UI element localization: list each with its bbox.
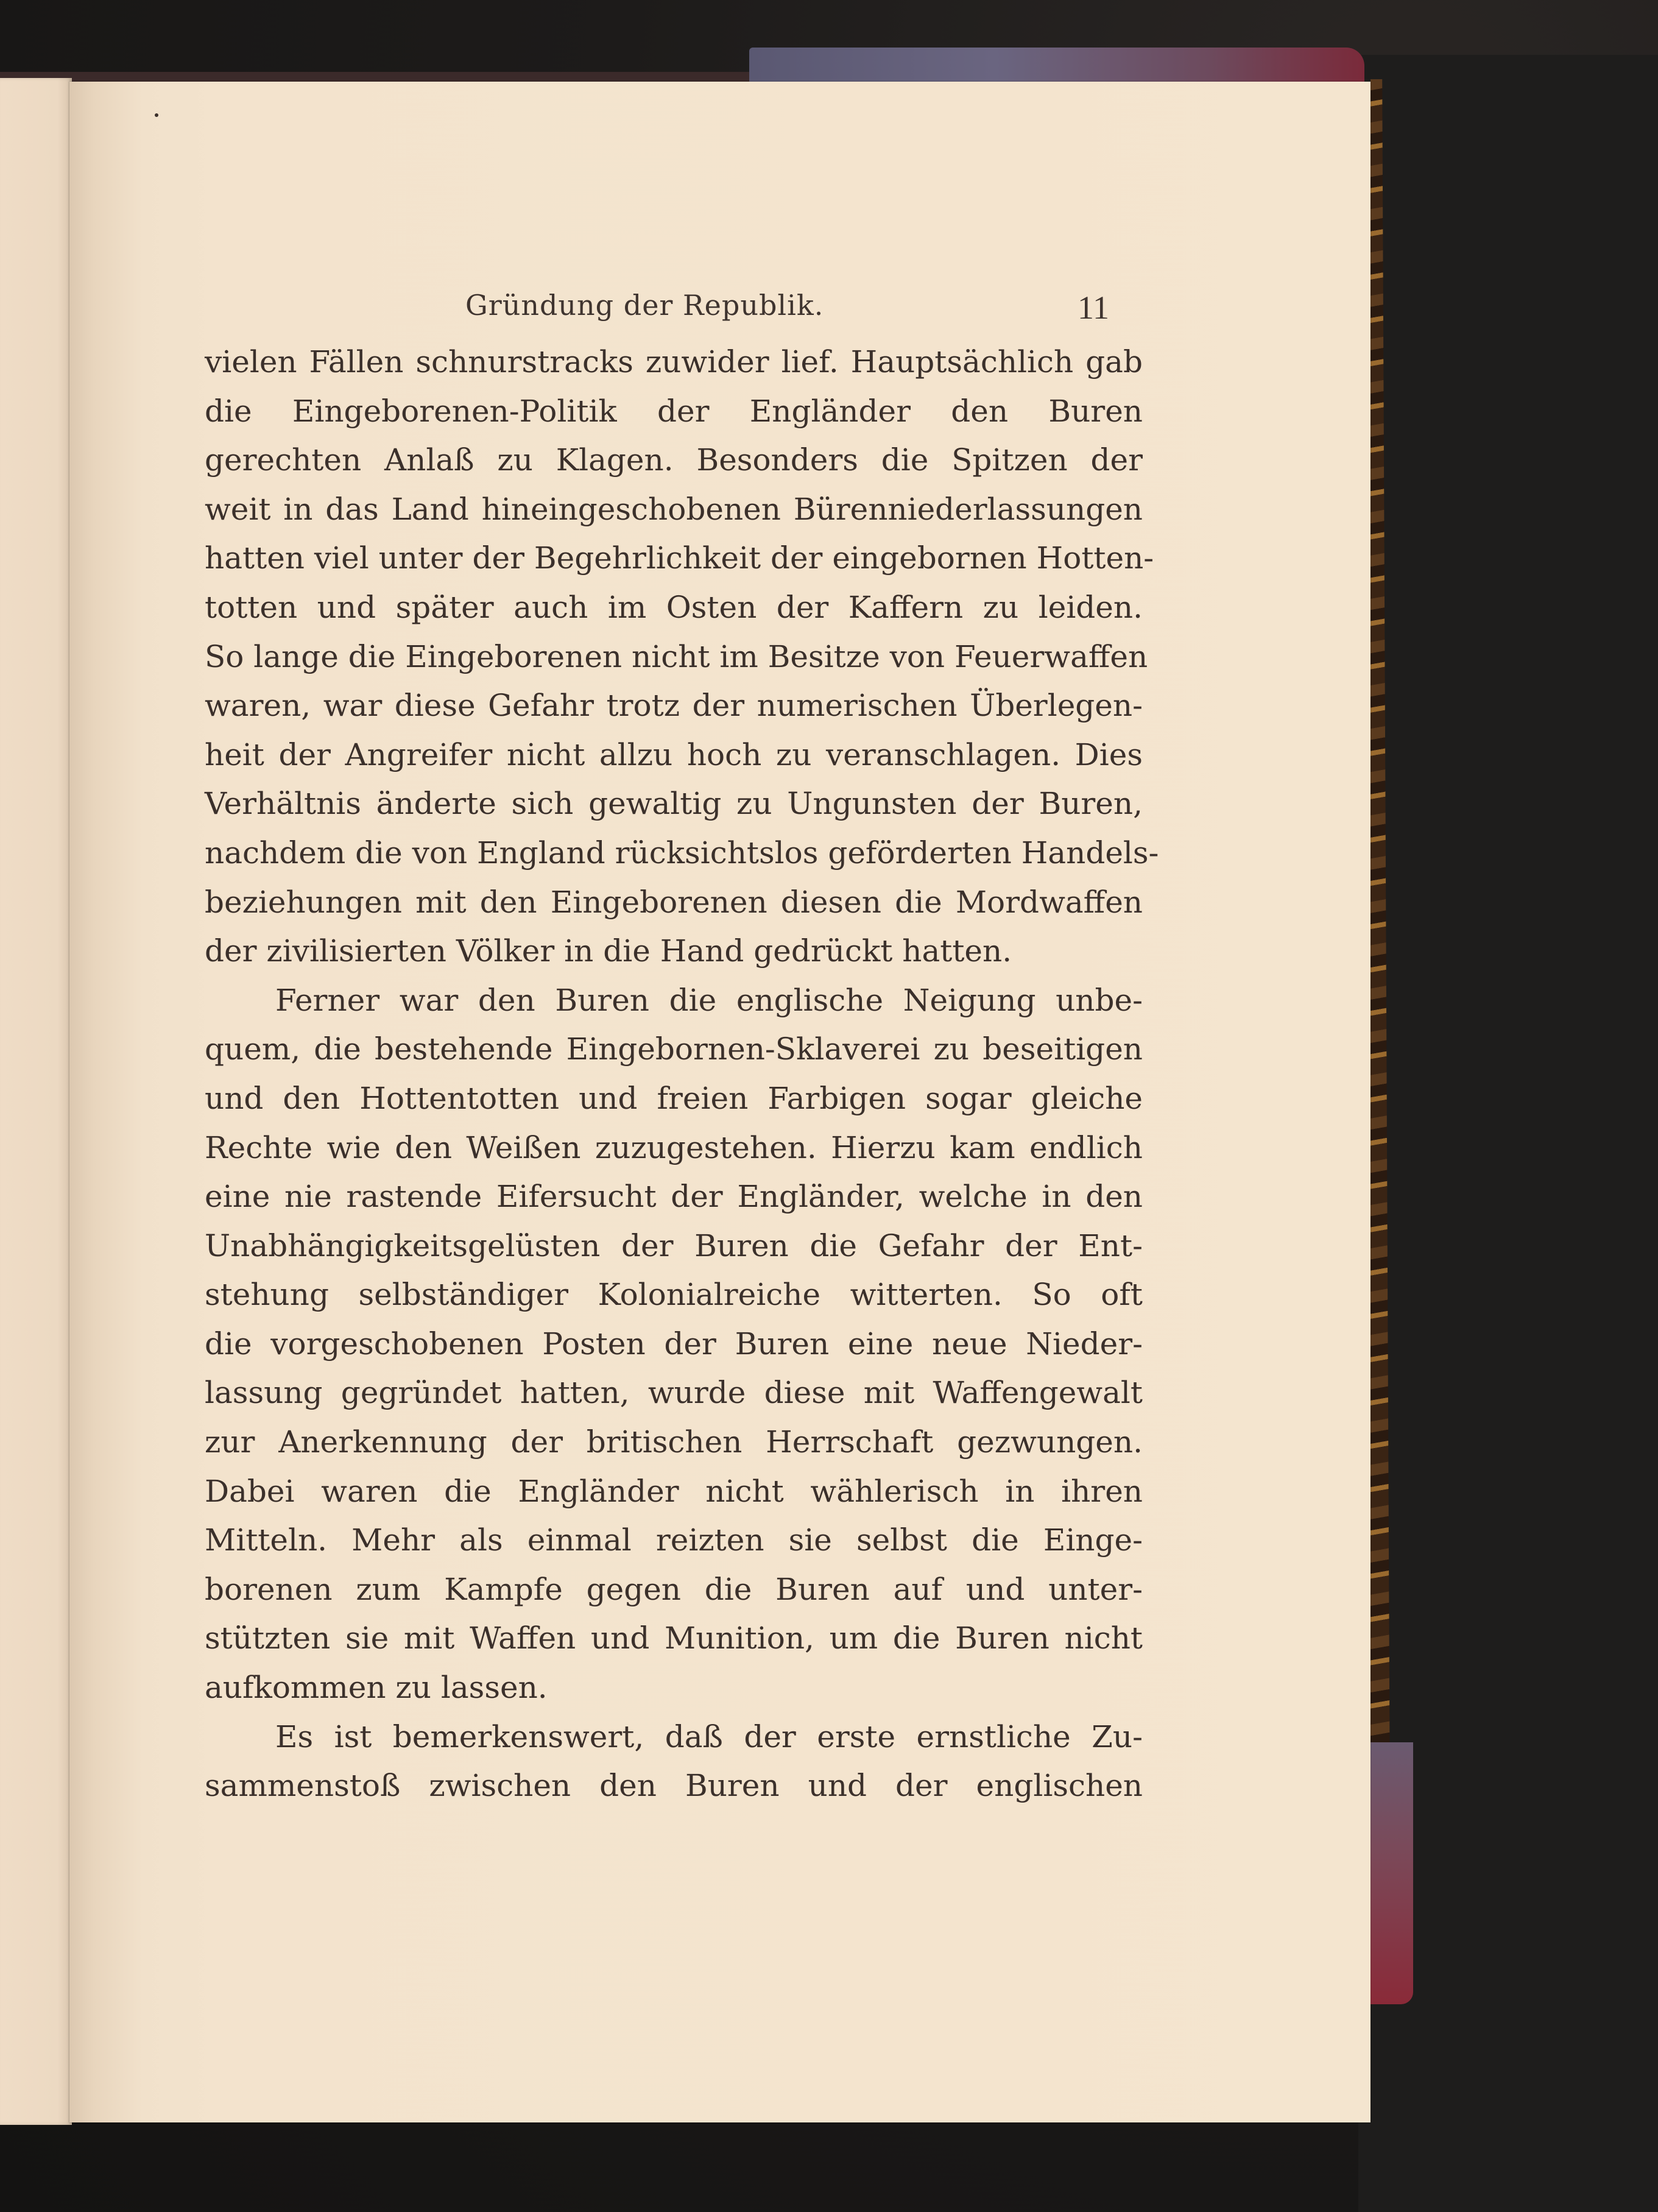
page-number: 11 — [1078, 289, 1109, 326]
text-line: hatten viel unter der Begehrlichkeit der eingebornen Hotten- — [205, 540, 1154, 576]
running-head — [465, 283, 1135, 337]
text-line: Rechte wie den Weißen zuzugestehen. Hierzu kam endlich — [205, 1129, 1143, 1165]
text-line: aufkommen zu lassen. — [205, 1670, 548, 1706]
text-line: Unabhängigkeitsgelüsten der Buren die Gefahr der Ent- — [205, 1228, 1143, 1263]
text-line: stützten sie mit Waffen und Munition, um die Buren nicht — [205, 1620, 1143, 1656]
text-line: weit in das Land hineingeschobenen Bürenniederlassungen — [205, 491, 1143, 527]
running-title: Gründung der Republik. — [465, 289, 824, 322]
text-line: Mitteln. Mehr als einmal reizten sie selbst die Einge- — [205, 1522, 1143, 1558]
text-line: und den Hottentotten und freien Farbigen sogar gleiche — [205, 1080, 1143, 1116]
text-line: So lange die Eingeborenen nicht im Besitze von Feuerwaffen — [205, 638, 1148, 674]
text-line: Es ist bemerkenswert, daß der erste ernstliche Zu- — [275, 1719, 1143, 1754]
body-text — [205, 337, 1159, 1811]
text-line: Dabei waren die Engländer nicht wählerisch in ihren — [205, 1473, 1143, 1509]
text-line: gerechten Anlaß zu Klagen. Besonders die Spitzen der — [205, 442, 1143, 478]
left-page-top-edge — [0, 72, 755, 82]
text-line: sammenstoß zwischen den Buren und der englischen — [205, 1768, 1143, 1804]
text-line: Verhältnis änderte sich gewaltig zu Ungunsten der Buren, — [205, 786, 1143, 822]
text-line: waren, war diese Gefahr trotz der numerischen Überlegen- — [205, 688, 1143, 724]
text-line: eine nie rastende Eifersucht der Engländer, welche in den — [205, 1179, 1143, 1215]
book-page — [69, 82, 1370, 2122]
text-line: totten und später auch im Osten der Kaffern zu leiden. — [205, 589, 1143, 625]
text-line: quem, die bestehende Eingebornen-Sklaverei zu beseitigen — [205, 1031, 1143, 1067]
binding-headband — [749, 48, 1364, 83]
text-line: die Eingeborenen-Politik der Engländer den Buren — [205, 393, 1143, 429]
text-line: vielen Fällen schnurstracks zuwider lief. Hauptsächlich gab — [205, 344, 1143, 380]
text-line: die vorgeschobenen Posten der Buren eine neue Nieder- — [205, 1326, 1143, 1362]
binding-cloth-corner — [1370, 1742, 1413, 2004]
text-line: Ferner war den Buren die englische Neigung unbe- — [275, 982, 1143, 1018]
text-line: lassung gegründet hatten, wurde diese mit Waffengewalt — [205, 1375, 1143, 1411]
paper-speck — [155, 113, 158, 117]
text-line: nachdem die von England rücksichtslos geförderten Handels- — [205, 835, 1159, 871]
text-line: borenen zum Kampfe gegen die Buren auf und unter- — [205, 1571, 1143, 1607]
text-line: heit der Angreifer nicht allzu hoch zu veranschlagen. Dies — [205, 737, 1143, 772]
text-line: stehung selbständiger Kolonialreiche witterten. So oft — [205, 1277, 1143, 1313]
previous-page-edge — [0, 78, 72, 2125]
text-line: der zivilisierten Völker in die Hand gedrückt hatten. — [205, 933, 1012, 969]
text-line: beziehungen mit den Eingeborenen diesen die Mordwaffen — [205, 884, 1143, 920]
text-line: zur Anerkennung der britischen Herrschaft gezwungen. — [205, 1424, 1143, 1460]
